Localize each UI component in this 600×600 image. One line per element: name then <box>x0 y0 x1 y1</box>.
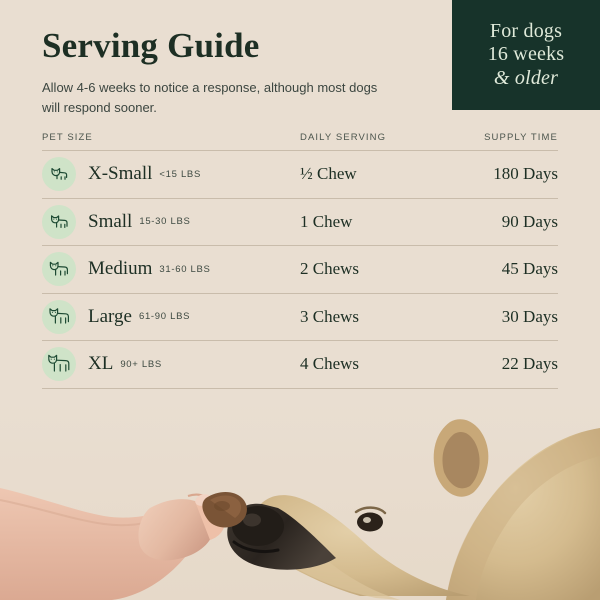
dog-xl-icon <box>42 347 76 381</box>
supply-time-cell: 180 Days <box>493 164 558 184</box>
supply-time-cell: 90 Days <box>501 211 558 231</box>
pet-size-weight: <15 LBS <box>159 168 202 180</box>
daily-serving-cell: 3 Chews <box>300 306 360 326</box>
dog-medium-icon <box>42 252 76 286</box>
pet-size-weight: 61-90 LBS <box>138 311 191 323</box>
dog-xsmall-icon <box>42 157 76 191</box>
age-badge <box>452 0 600 110</box>
page-title: Serving Guide <box>42 26 260 65</box>
pet-size-cell <box>42 205 300 239</box>
table-row <box>42 246 558 294</box>
pet-size-cell <box>42 252 300 286</box>
pet-size-weight: 31-60 LBS <box>159 263 211 275</box>
dog-large-icon <box>42 300 76 334</box>
serving-table <box>42 132 558 389</box>
table-row <box>42 199 558 247</box>
supply-time-cell: 30 Days <box>501 306 558 326</box>
age-badge-line-3: & older <box>493 66 559 89</box>
page-subtitle: Allow 4-6 weeks to notice a response, although most dogs will respond sooner. <box>42 80 378 116</box>
pet-size-cell <box>42 157 300 191</box>
supply-time-cell: 45 Days <box>501 259 558 279</box>
table-row <box>42 151 558 199</box>
column-header-daily-serving: DAILY SERVING <box>300 132 387 143</box>
dog-small-icon <box>42 205 76 239</box>
daily-serving-cell: 2 Chews <box>300 259 360 279</box>
column-header-supply-time: SUPPLY TIME <box>484 132 558 143</box>
table-header-row <box>42 132 558 151</box>
header <box>42 26 402 118</box>
table-row <box>42 294 558 342</box>
pet-size-weight: 15-30 LBS <box>139 216 191 228</box>
pet-size-cell <box>42 347 300 381</box>
daily-serving-cell: 1 Chew <box>300 211 353 231</box>
pet-size-name: XL <box>88 353 114 375</box>
column-header-pet-size: PET SIZE <box>42 132 93 143</box>
supply-time-cell: 22 Days <box>501 354 558 374</box>
age-badge-line-2: 16 weeks <box>487 43 565 66</box>
daily-serving-cell: ½ Chew <box>300 164 357 184</box>
age-badge-line-1: For dogs <box>489 19 563 42</box>
hand-offering-chew-to-dog-photo <box>0 400 600 600</box>
pet-size-name: X-Small <box>88 163 153 185</box>
pet-size-cell <box>42 300 300 334</box>
pet-size-name: Medium <box>88 258 153 280</box>
pet-size-name: Small <box>88 210 133 232</box>
pet-size-name: Large <box>88 305 132 327</box>
daily-serving-cell: 4 Chews <box>300 354 360 374</box>
pet-size-weight: 90+ LBS <box>120 358 162 370</box>
table-row <box>42 341 558 389</box>
